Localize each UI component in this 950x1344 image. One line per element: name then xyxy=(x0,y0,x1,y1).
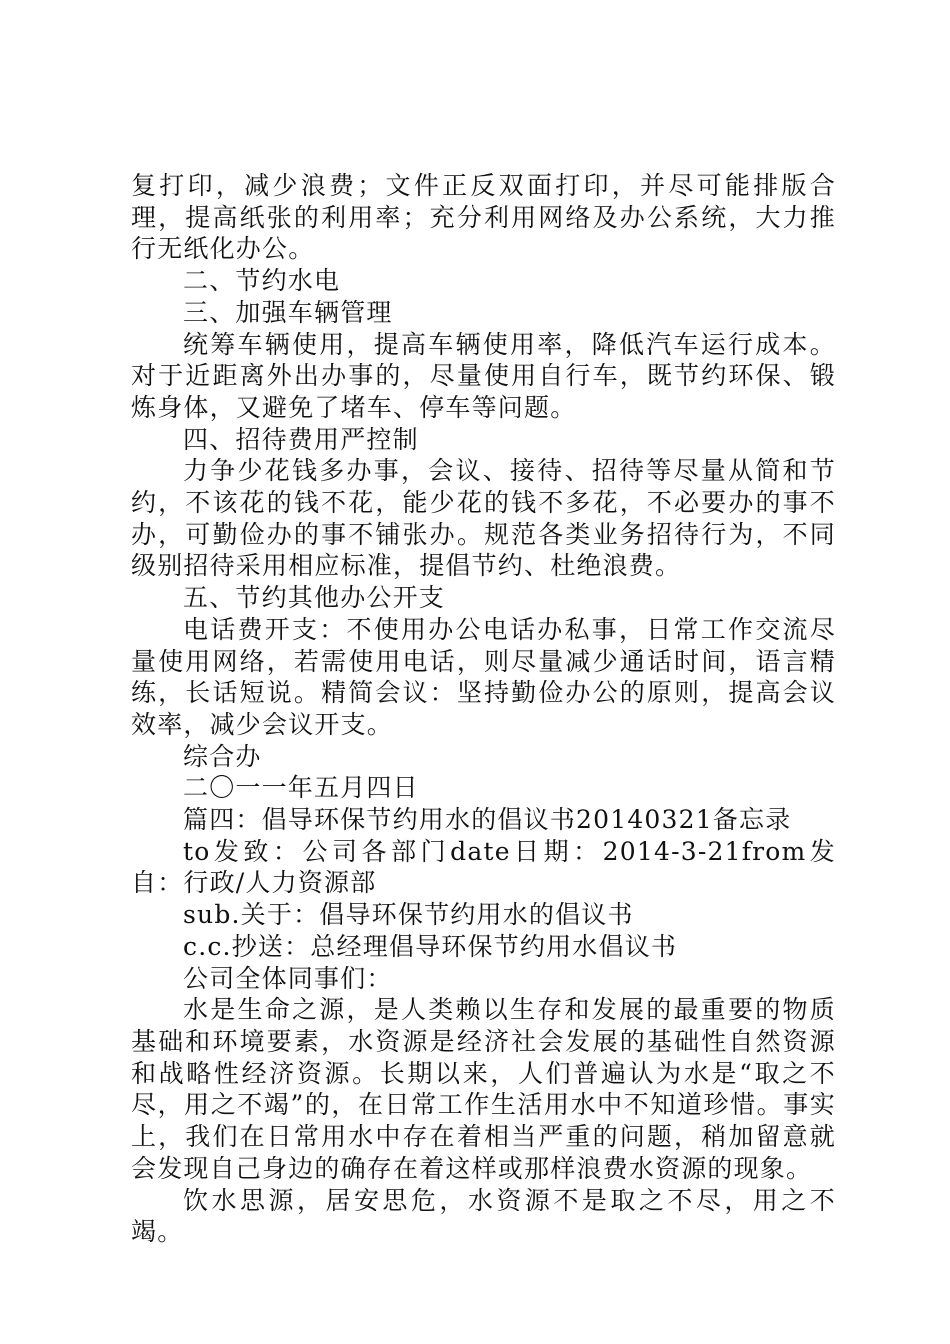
paragraph-phone-meetings: 电话费开支：不使用办公电话办私事，日常工作交流尽量使用网络，若需使用电话，则尽量减少通话时间，语言精练，长话短说。精简会议：坚持勤俭办公的原则，提高会议效率，减少会议开支。 xyxy=(131,614,836,739)
signature-office: 综合办 xyxy=(183,741,262,771)
paragraph-water-conservation: 饮水思源，居安思危，水资源不是取之不尽，用之不竭。 xyxy=(131,1185,836,1247)
paragraph-vehicle-usage: 统筹车辆使用，提高车辆使用率，降低汽车运行成本。对于近距离外出办事的，尽量使用自行车，既节约环保、锻炼身体，又避免了堵车、停车等问题。 xyxy=(131,329,836,422)
memo-salutation: 公司全体同事们： xyxy=(183,963,393,993)
memo-title: 篇四：倡导环保节约用水的倡议书20140321备忘录 xyxy=(183,805,792,835)
paragraph-continuation: 复打印，减少浪费；文件正反双面打印，并尽可能排版合理，提高纸张的利用率；充分利用网络及办公系统，大力推行无纸化办公。 xyxy=(131,171,836,264)
section-heading-hospitality-costs: 四、招待费用严控制 xyxy=(183,424,419,454)
paragraph-hospitality: 力争少花钱多办事，会议、接待、招待等尽量从简和节约，不该花的钱不花，能少花的钱不多花，不必要办的事不办，可勤俭办的事不铺张办。规范各类业务招待行为，不同级别招待采用相应标准，提倡节约、杜绝浪费。 xyxy=(131,456,836,581)
section-heading-other-expenses: 五、节约其他办公开支 xyxy=(183,583,446,613)
signature-date: 二〇一一年五月四日 xyxy=(183,773,419,803)
memo-subject: sub.关于：倡导环保节约用水的倡议书 xyxy=(183,900,634,930)
section-heading-vehicle-management: 三、加强车辆管理 xyxy=(183,297,393,327)
memo-cc: c.c.抄送：总经理倡导环保节约用水倡议书 xyxy=(183,931,678,961)
document-body xyxy=(131,170,836,1248)
memo-to-date-from: to发致：公司各部门date日期：2014-3-21from发自：行政/人力资源部 xyxy=(131,836,836,898)
section-heading-water-electricity: 二、节约水电 xyxy=(183,266,341,296)
paragraph-water-importance: 水是生命之源，是人类赖以生存和发展的最重要的物质基础和环境要素，水资源是经济社会发展的基础性自然资源和战略性经济资源。长期以来，人们普遍认为水是“取之不尽，用之不竭”的，在日常工作生活用水中不知道珍惜。事实上，我们在日常用水中存在着相当严重的问题，稍加留意就会发现自己身边的确存在着这样或那样浪费水资源的现象。 xyxy=(131,995,836,1183)
